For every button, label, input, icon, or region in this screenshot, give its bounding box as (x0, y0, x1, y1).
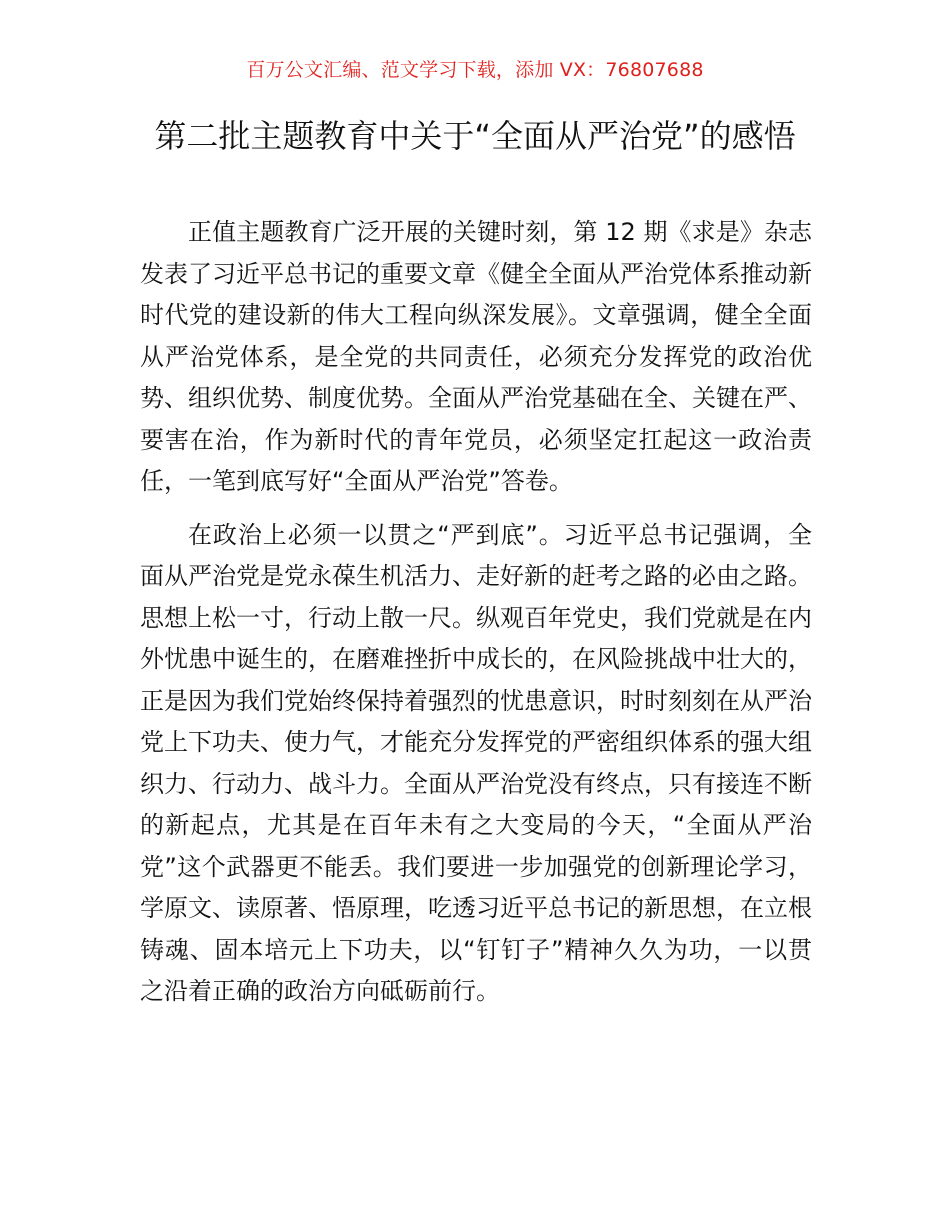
paragraph-1: 正值主题教育广泛开展的关键时刻，第 12 期《求是》杂志发表了习近平总书记的重要文章《健全全面从严治党体系推动新时代党的建设新的伟大工程向纵深发展》。文章强调，健全全面从严治党体系，是全党的共同责任，必须充分发挥党的政治优势、组织优势、制度优势。全面从严治党基础在全、关键在严、要害在治，作为新时代的青年党员，必须坚定扛起这一政治责任，一笔到底写好“全面从严治党”答卷。 (140, 218, 812, 495)
document-title: 第二批主题教育中关于“全面从严治党”的感悟 (154, 117, 796, 155)
document-body (140, 212, 812, 1025)
paragraph-2: 在政治上必须一以贯之“严到底”。习近平总书记强调，全面从严治党是党永葆生机活力、走好新的赶考之路的必由之路。思想上松一寸，行动上散一尺。纵观百年党史，我们党就是在内外忧患中诞生的，在磨难挫折中成长的，在风险挑战中壮大的，正是因为我们党始终保持着强烈的忧患意识，时时刻刻在从严治党上下功夫、使力气，才能充分发挥党的严密组织体系的强大组织力、行动力、战斗力。全面从严治党没有终点，只有接连不断的新起点，尤其是在百年未有之大变局的今天，“全面从严治党”这个武器更不能丢。我们要进一步加强党的创新理论学习，学原文、读原著、悟原理，吃透习近平总书记的新思想，在立根铸魂、固本培元上下功夫，以“钉钉子”精神久久为功，一以贯之沿着正确的政治方向砥砺前行。 (140, 520, 812, 1005)
header-promo-note: 百万公文汇编、范文学习下载，添加 VX：76807688 (246, 59, 704, 81)
